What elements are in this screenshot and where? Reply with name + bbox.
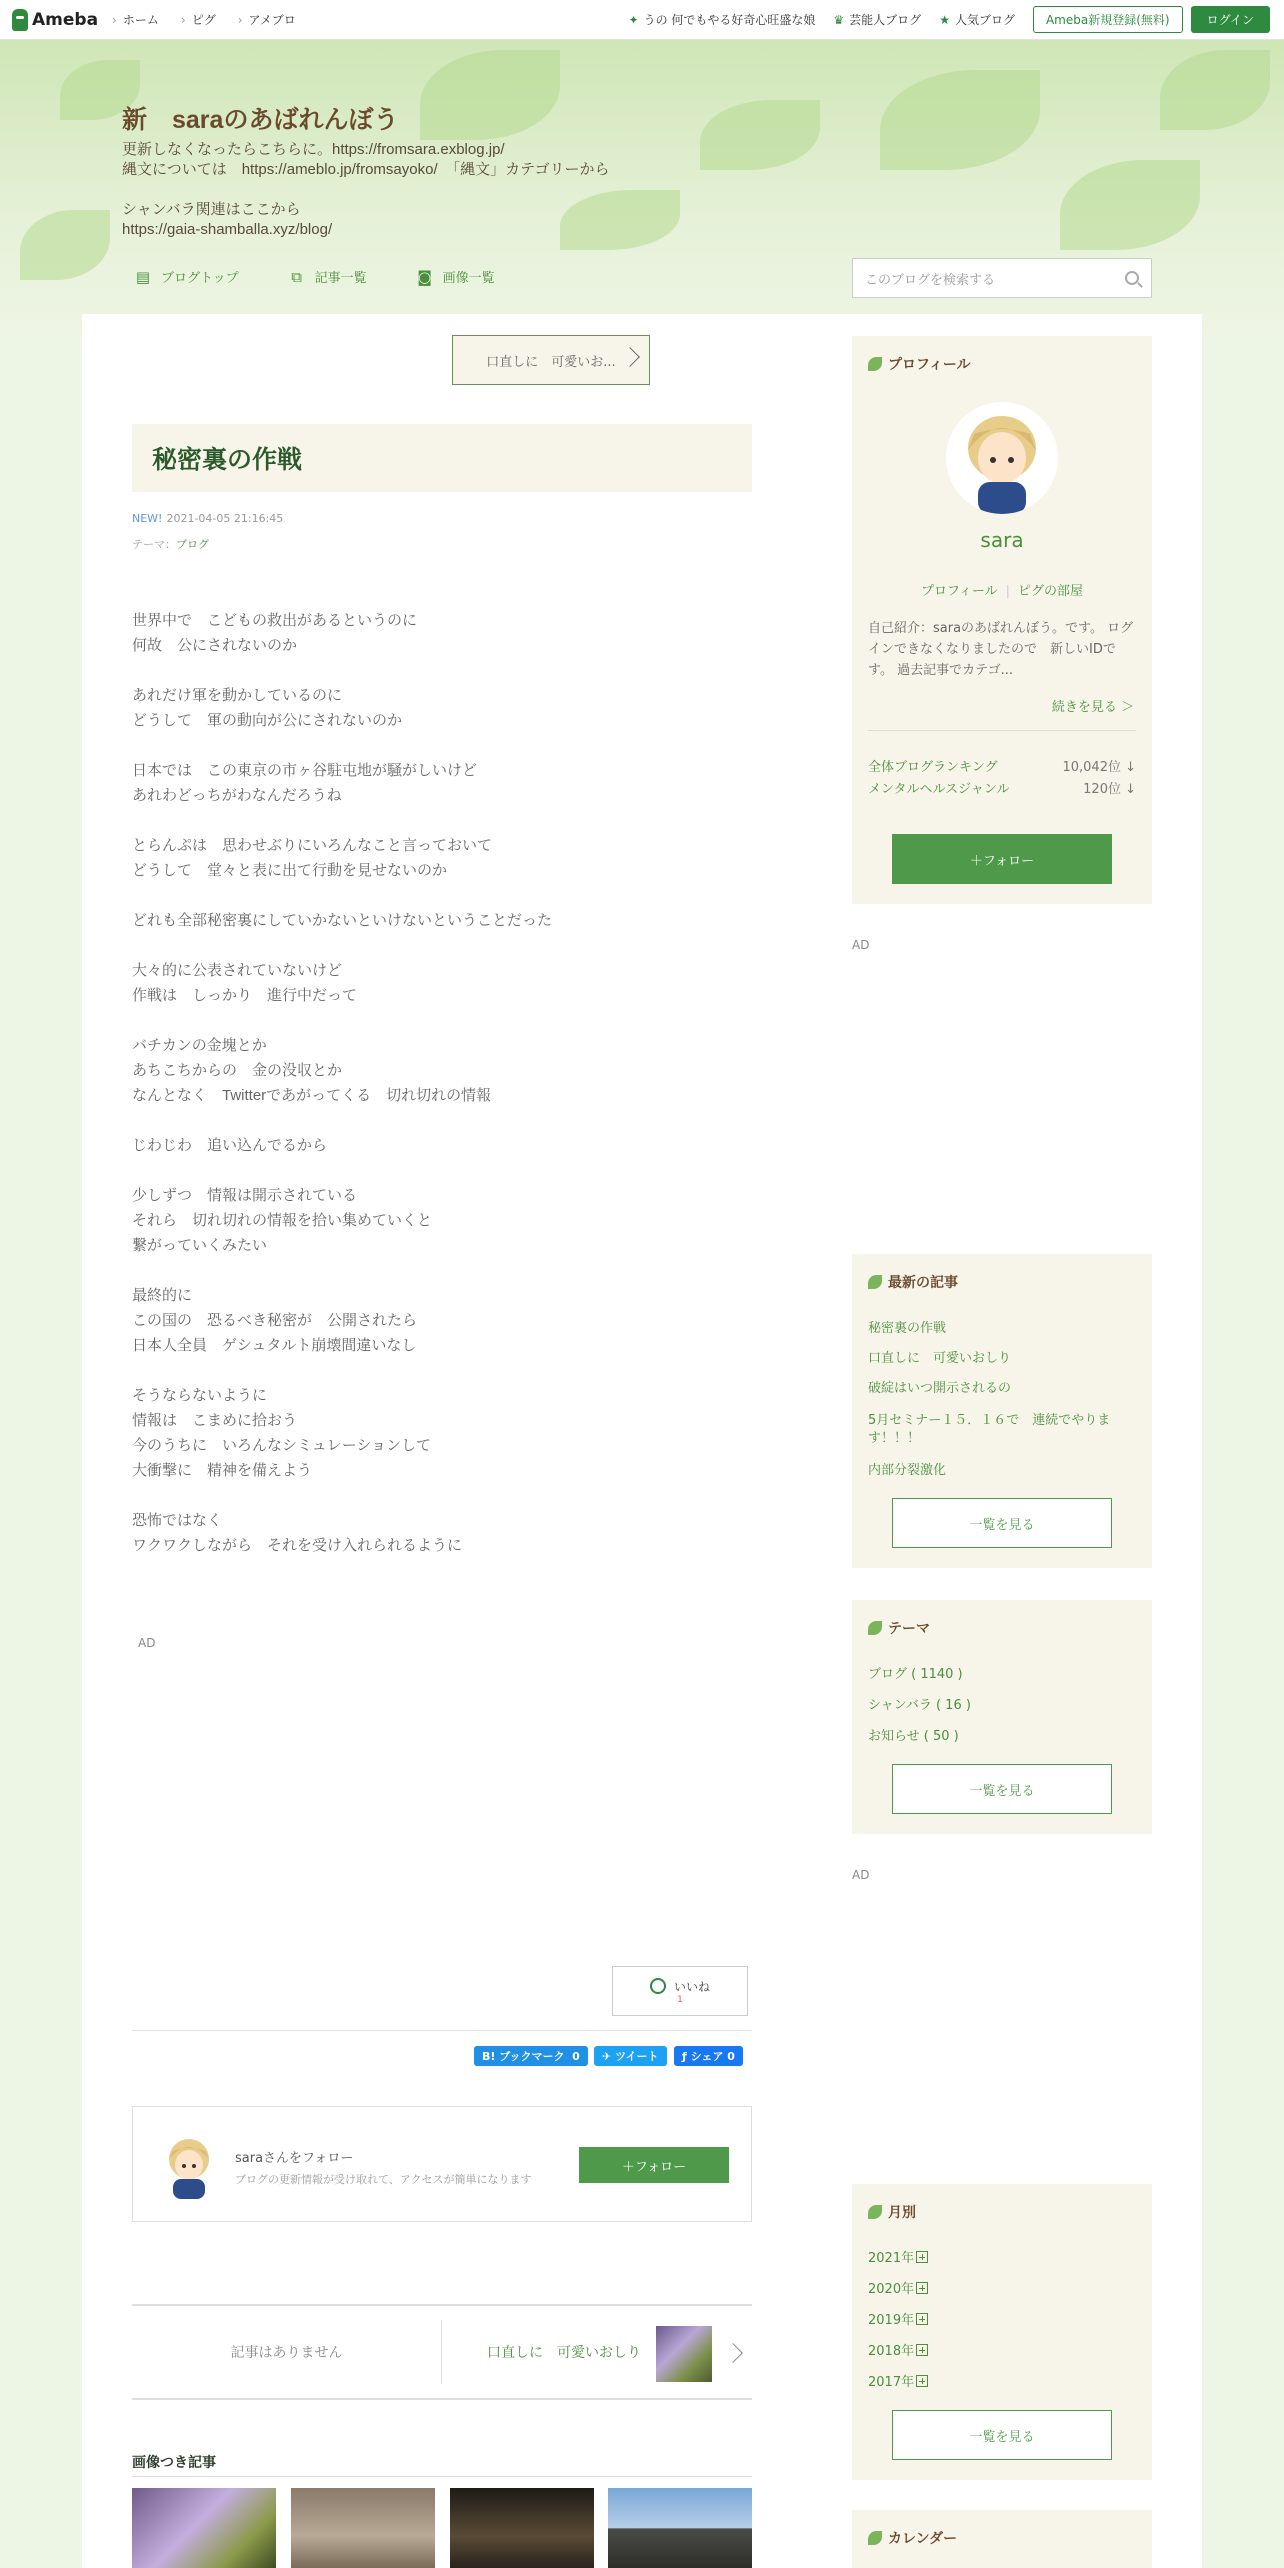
recent-entry-link[interactable]: 秘密裏の作戦 [868,1321,947,1336]
ranking-genre[interactable]: メンタルヘルスジャンル 120位 ↓ [868,782,1136,797]
document-icon: ▤ [135,267,151,286]
ameba-logo[interactable]: Ameba [12,9,98,31]
article-title[interactable]: 秘密裏の作戦 [152,446,303,474]
year-2017-toggle[interactable]: 2017年 [868,2374,1138,2392]
article-body-line: 恐怖ではなく [132,1512,223,1529]
chevron-right-icon [620,347,640,367]
image-entry-thumb[interactable] [608,2488,752,2568]
like-count: 1 [677,1994,683,2005]
smile-icon [650,1978,666,1994]
blog-nav-entry-list[interactable]: ⧉ 記事一覧 [289,267,367,286]
profile-links: プロフィール | ピグの部屋 [920,584,1084,599]
recent-entry-link[interactable]: 破綻はいつ開示されるの [868,1381,1012,1396]
blog-nav-images[interactable]: ◙ 画像一覧 [417,267,495,286]
expand-icon [916,2251,928,2263]
pigg-room-link[interactable]: ピグの部屋 [1018,584,1084,599]
article-theme: テーマ：ブログ [132,538,209,551]
article-body-line: そうならないように [132,1387,268,1404]
recent-heading: 最新の記事 [868,1272,958,1292]
ad-label: AD [138,1636,156,1650]
prev-entry-button[interactable]: 口直しに 可愛いお... [452,335,650,385]
profile-heading: プロフィール [868,354,971,374]
article-body-line: 少しずつ 情報は開示されている [132,1187,358,1204]
expand-icon [916,2313,928,2325]
calendar-heading: カレンダー [868,2528,957,2548]
divider [132,2030,752,2031]
theme-link[interactable]: お知らせ ( 50 ) [868,1729,959,1744]
article-body-line [132,1483,552,1508]
image-entry-thumb[interactable] [291,2488,435,2568]
twitter-icon: ✈ [602,2049,612,2063]
nav-home[interactable]: › ホーム [112,11,159,28]
themes-box [852,1600,1152,1834]
blog-nav [135,267,545,286]
article-body-line: 繋がっていくみたい [132,1237,268,1254]
article-body-line: 大々的に公表されていないけど [132,962,343,979]
article-body-line: 何故 公にされないのか [132,637,298,654]
article-body-line: 今のうちに いろんなシミュレーションして [132,1437,432,1454]
article-body-line: あれだけ軍を動かしているのに [132,687,343,704]
recent-entry-link[interactable]: 5月セミナー１５．１６で 連続でやります！！！ [868,1413,1111,1446]
article-body-line: じわじわ 追い込んでるから [132,1137,328,1154]
follow-name: saraさんをフォロー [235,2151,354,2166]
article-body-line: どうして 堂々と表に出て行動を見せないのか [132,862,448,879]
blog-title[interactable]: 新 saraのあばれんぼう [122,106,399,134]
ranking-overall[interactable]: 全体ブログランキング 10,042位 ↓ [868,760,1136,775]
nav-pigg[interactable]: › ピグ [181,11,216,28]
article-body-line: 日本人全員 ゲシュタルト崩壊間違いなし [132,1337,417,1354]
article-body-line: あちこちからの 金の没収とか [132,1062,343,1079]
article-body-line [132,883,552,908]
year-2020-toggle[interactable]: 2020年 [868,2281,1138,2299]
header-link-celebrity[interactable]: ♛ 芸能人ブログ [833,12,922,27]
entry-pager [132,2304,752,2400]
article-body-line: なんとなく Twitterであがってくる 切れ切れの情報 [132,1087,492,1104]
camera-icon: ◙ [417,267,432,286]
leaf-icon [868,2531,882,2545]
article-body-line: バチカンの金塊とか [132,1037,267,1054]
monthly-archive-box [852,2184,1152,2480]
leaf-icon [868,1621,882,1635]
article-body-line: あれわどっちがわなんだろうね [132,787,342,804]
expand-icon [916,2344,928,2356]
calendar-box [852,2510,1152,2568]
themes-heading: テーマ [868,1618,930,1638]
year-2021-toggle[interactable]: 2021年 [868,2250,1138,2268]
article-body-line [132,1008,552,1033]
like-button[interactable]: いいね 1 [612,1966,748,2016]
pager-thumbnail[interactable] [656,2326,712,2382]
header-link-popular[interactable]: ★ 人気ブログ [939,12,1015,27]
divider [132,2476,752,2477]
ameba-header-bar [0,0,1284,40]
theme-link[interactable]: ブログ ( 1140 ) [868,1667,963,1682]
facebook-share-button[interactable]: ƒ シェア 0 [674,2046,743,2066]
article-body-line [132,658,552,683]
monthly-heading: 月別 [868,2202,916,2222]
ad-label: AD [852,1868,870,1882]
article-body-line [132,808,552,833]
article-body-line: どれも全部秘密裏にしていかないといけないということだった [132,912,553,929]
image-entries-title: 画像つき記事 [132,2455,216,2471]
monthly-more-button[interactable]: 一覧を見る [892,2410,1112,2460]
follow-box [132,2106,752,2222]
pager-next-link[interactable]: 口直しに 可愛いおしり [487,2345,641,2361]
facebook-icon: ƒ [682,2049,687,2063]
profile-intro: 自己紹介：saraのあばれんぼう。です。 ログインできなくなりましたので 新しいIDです。 過去記事でカテゴ... [868,621,1134,678]
profile-box [852,336,1152,904]
article-meta [132,512,283,525]
recent-entry-link[interactable]: 口直しに 可愛いおしり [868,1351,1012,1366]
article-body-line [132,1108,552,1133]
article-body [132,608,552,1558]
article-body-line: 最終的に [132,1287,193,1304]
ameba-logo-icon [12,9,28,31]
star-icon: ✦ [628,12,639,27]
recent-entries-box [852,1254,1152,1568]
blog-description: 更新しなくなったらこちらに。https://fromsara.exblog.jp/ 縄文については https://ameblo.jp/fromsayoko/ 「縄文」カテゴリーから シャンバラ関連はここから https://gaia-shamballa.xyz/blog/ [122,141,610,238]
expand-icon [916,2375,928,2387]
profile-name[interactable]: sara [980,528,1024,552]
sidebar-follow-button[interactable]: ＋ フォロー [892,834,1112,884]
header-right [629,6,1284,33]
year-2018-toggle[interactable]: 2018年 [868,2343,1138,2361]
header-link-recommended[interactable]: ✦ うの 何でもやる好奇心旺盛な娘 [628,12,816,27]
article-title-box [132,424,752,492]
crown-icon: ♛ [833,12,845,27]
article-body-line: 作戦は しっかり 進行中だって [132,987,358,1004]
article-body-line: とらんぷは 思わせぶりにいろんなこと言っておいて [132,837,493,854]
star-icon: ★ [939,12,950,27]
avatar [159,2133,219,2199]
article-datetime: 2021-04-05 21:16:45 [166,512,284,525]
profile-avatar[interactable] [946,402,1058,514]
search-icon[interactable] [1125,271,1139,285]
register-button[interactable]: Ameba新規登録(無料) [1033,6,1183,33]
article-body-line [132,1358,552,1383]
pager-no-prev: 記事はありません [132,2320,442,2384]
header-nav [112,11,318,28]
article-body-line [132,733,552,758]
article-body-line: どうして 軍の動向が公にされないのか [132,712,403,729]
expand-icon [916,2282,928,2294]
theme-link[interactable]: ブログ [176,538,209,551]
article-body-line: それら 切れ切れの情報を拾い集めていくと [132,1212,433,1229]
article-body-line [132,933,552,958]
recent-entry-link[interactable]: 内部分裂激化 [868,1463,947,1478]
profile-link[interactable]: プロフィール [920,584,998,599]
ad-label: AD [852,938,870,952]
themes-more-button[interactable]: 一覧を見る [892,1764,1112,1814]
profile-more-link[interactable]: 続きを見る ＞ [1051,700,1134,715]
chevron-right-icon[interactable] [723,2343,743,2363]
image-entry-thumb[interactable] [132,2488,276,2568]
follow-button[interactable]: ＋ フォロー [579,2147,729,2183]
leaf-icon [868,2205,882,2219]
leaf-icon [868,1275,882,1289]
article-body-line: 大衝撃に 精神を備えよう [132,1462,313,1479]
article-body-line [132,1158,552,1183]
new-badge: NEW! [132,512,163,525]
divider [868,730,1136,731]
leaf-icon [868,357,882,371]
nav-ameblo[interactable]: › アメブロ [238,11,296,28]
article-body-line: 世界中で こどもの救出があるというのに [132,612,418,629]
article-body-line: ワクワクしながら それを受け入れられるように [132,1537,463,1554]
follow-description: ブログの更新情報が受け取れて、アクセスが簡単になります [235,2173,532,2186]
year-2019-toggle[interactable]: 2019年 [868,2312,1138,2330]
copy-icon: ⧉ [291,267,302,286]
login-button[interactable]: ログイン [1191,6,1270,33]
image-entry-thumb[interactable] [450,2488,594,2568]
tweet-button[interactable]: ✈ ツイート [594,2046,667,2066]
recent-more-button[interactable]: 一覧を見る [892,1498,1112,1548]
article-body-line: 日本では この東京の市ヶ谷駐屯地が騒がしいけど [132,762,478,779]
blog-nav-top[interactable]: ▤ ブログトップ [135,267,239,286]
hatena-bookmark-button[interactable]: B! ブックマーク 0 [474,2046,588,2066]
avatar [946,402,1058,514]
blog-search-input[interactable]: このブログを検索する [852,258,1152,298]
article-body-line [132,1258,552,1283]
article-body-line: この国の 恐るべき秘密が 公開されたら [132,1312,418,1329]
theme-link[interactable]: シャンバラ ( 16 ) [868,1698,971,1713]
article-body-line: 情報は こまめに拾おう [132,1412,298,1429]
